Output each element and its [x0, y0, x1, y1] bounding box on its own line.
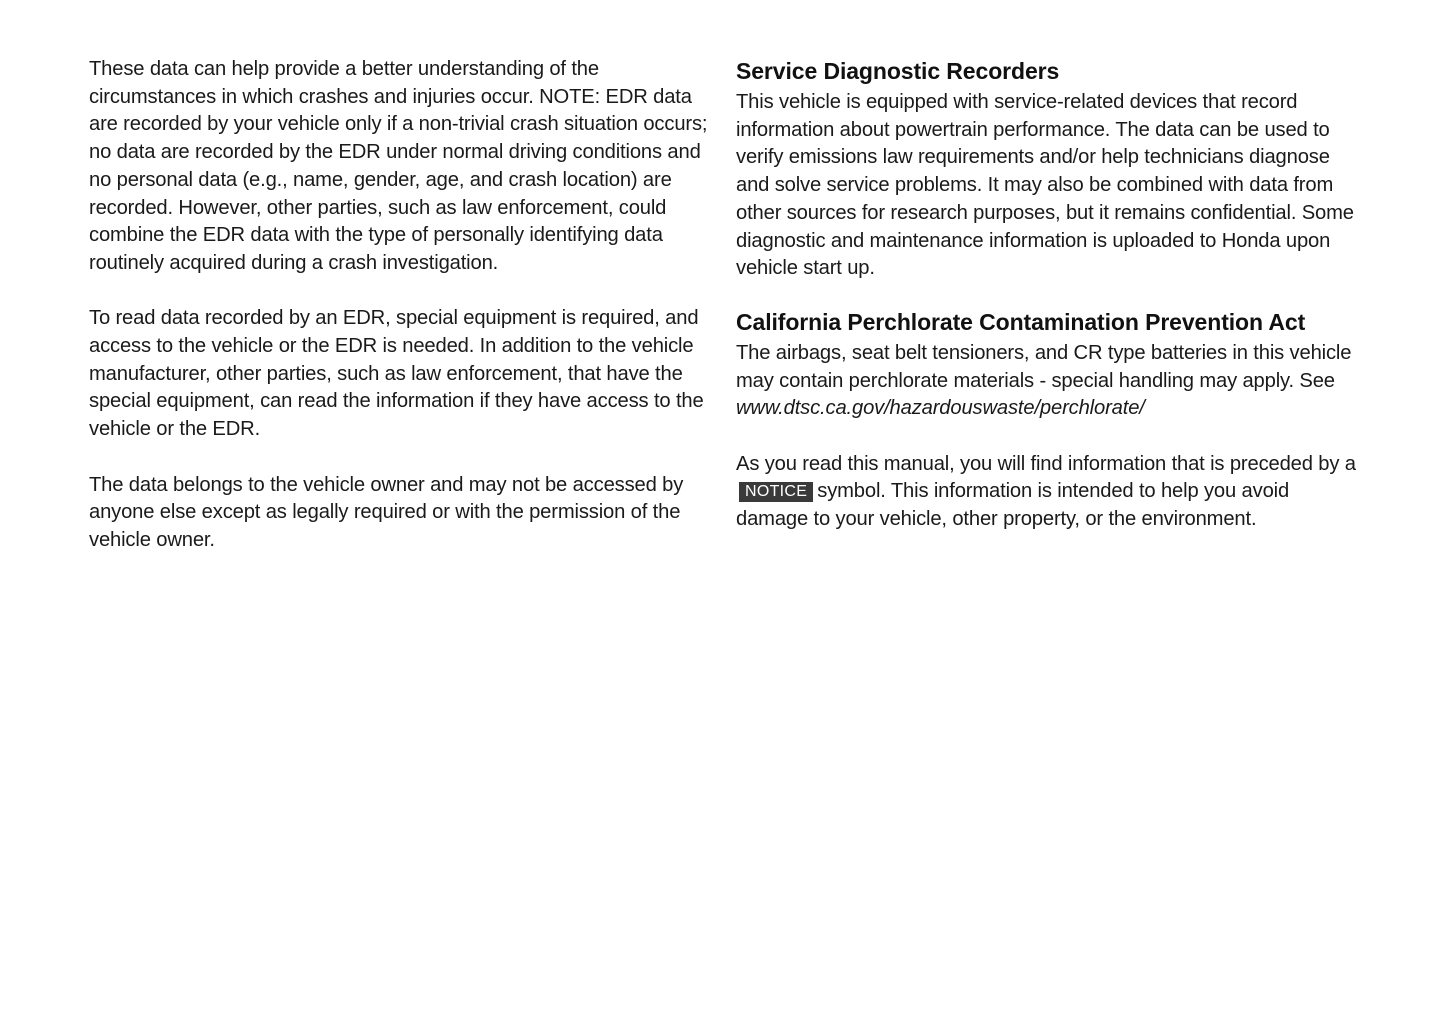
notice-explanation-paragraph: [736, 451, 1361, 534]
left-column: [89, 56, 709, 555]
edr-reading-paragraph: To read data recorded by an EDR, special equipment is required, and access to the vehicle or the EDR is needed. In addition to the vehicle manufacturer, other parties, such as law enforcement, that have the special equipment, can read the information if they have access to the vehicle or the EDR.: [89, 307, 704, 441]
perchlorate-body-text: The airbags, seat belt tensioners, and CR type batteries in this vehicle may contain perchlorate materials - special handling may apply. See: [736, 341, 1352, 392]
paragraph-spacer: [736, 423, 1361, 451]
edr-understanding-paragraph: These data can help provide a better understanding of the circumstances in which crashes and injuries occur. NOTE: EDR data are recorded by your vehicle only if a non-trivial crash situation occurs; no data are recorded by the EDR under normal driving conditions and no personal data (e.g., name, gender, age, and crash location) are recorded. However, other parties, such as law enforcement, could combine the EDR data with the type of personally identifying data routinely acquired during a crash investigation.: [89, 58, 708, 274]
notice-text-suffix: symbol. This information is intended to help you avoid damage to your vehicle, other property, or the environment.: [736, 480, 1290, 531]
right-column: [736, 56, 1361, 534]
perchlorate-act-heading: California Perchlorate Contamination Prevention Act: [736, 308, 1306, 335]
paragraph-spacer: [89, 278, 709, 306]
paragraph-spacer: [89, 444, 709, 472]
perchlorate-act-body: [736, 340, 1361, 423]
notice-badge: NOTICE: [739, 482, 813, 502]
service-diagnostic-recorders-heading: Service Diagnostic Recorders: [736, 58, 1060, 84]
service-diagnostic-recorders-body: This vehicle is equipped with service-related devices that record information about powertrain performance. The data can be used to verify emissions law requirements and/or help technicians diagnose and solve service problems. It may also be combined with data from other sources for research purposes, but it remains confidential. Some diagnostic and maintenance information is uploaded to Honda upon vehicle start up.: [736, 91, 1354, 280]
perchlorate-url: www.dtsc.ca.gov/hazardouswaste/perchlorate/: [736, 397, 1145, 420]
data-ownership-paragraph: The data belongs to the vehicle owner and may not be accessed by anyone else except as legally required or with the permission of the vehicle owner.: [89, 473, 684, 551]
notice-text-prefix: As you read this manual, you will find information that is preceded by a: [736, 452, 1356, 475]
